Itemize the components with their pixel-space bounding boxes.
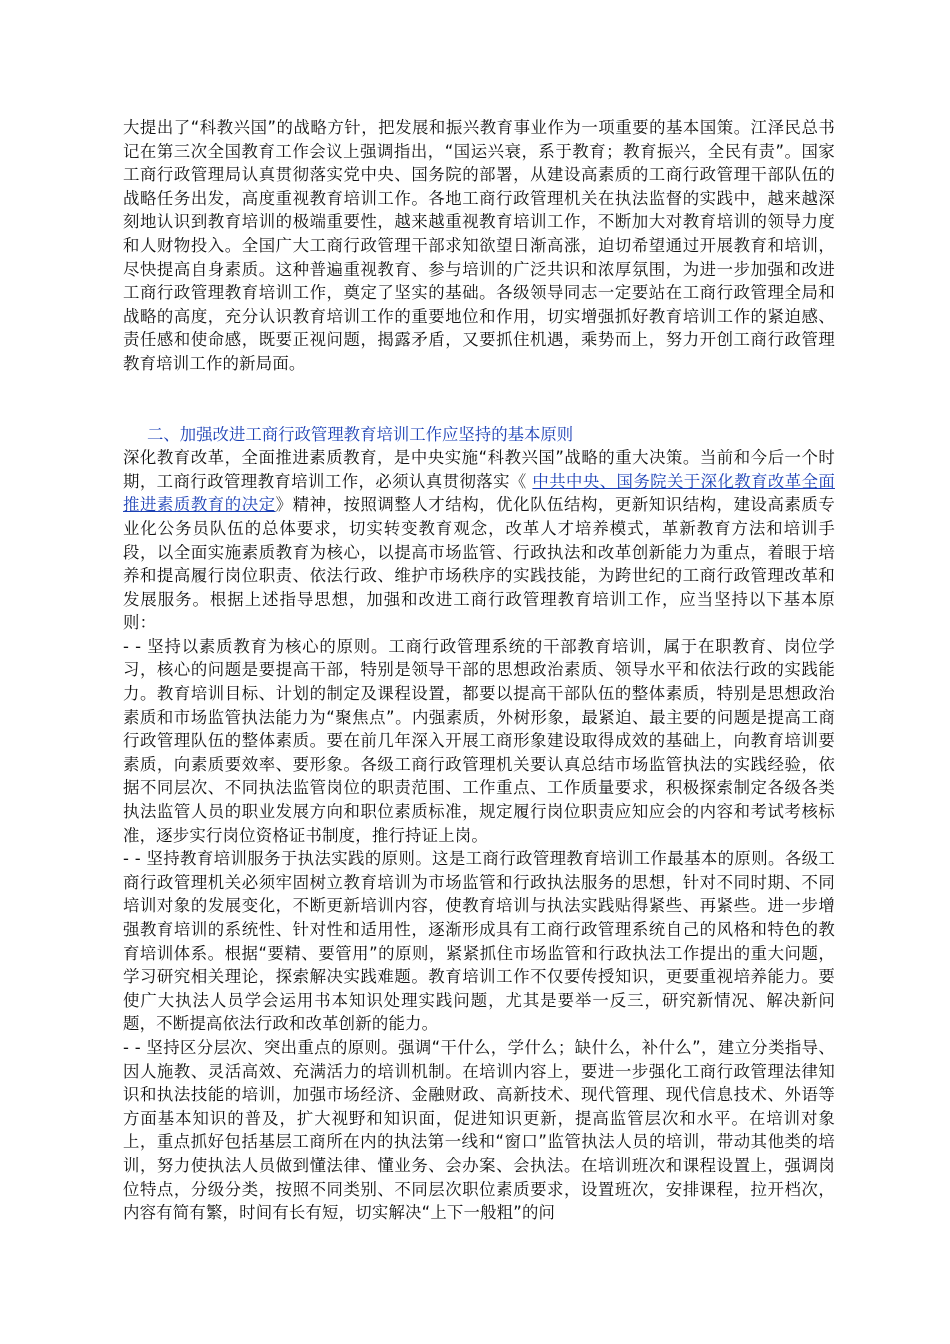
- body-paragraph-1: 大提出了“科教兴国”的战略方针，把发展和振兴教育事业作为一项重要的基本国策。江泽民总书记在第三次全国教育工作会议上强调指出，“国运兴衰，系于教育；教育振兴，全民有责”。国家工商行政管理局认真贯彻落实党中央、国务院的部署，从建设高素质的工商行政管理干部队伍的战略任务出发，高度重视教育培训工作。各地工商行政管理机关在执法监督的实践中，越来越深刻地认识到教育培训的极端重要性，越来越重视教育培训工作，不断加大对教育培训的领导力度和人财物投入。全国广大工商行政管理干部求知欲望日渐高涨，迫切希望通过开展教育和培训，尽快提高自身素质。这种普遍重视教育、参与培训的广泛共识和浓厚氛围，为进一步加强和改进工商行政管理教育培训工作，奠定了坚实的基础。各级领导同志一定要站在工商行政管理全局和战略的高度，充分认识教育培训工作的重要地位和作用，切实增强抓好教育培训工作的紧迫感、责任感和使命感，既要正视问题，揭露矛盾，又要抓住机遇，乘势而上，努力开创工商行政管理教育培训工作的新局面。: [123, 118, 835, 373]
- document-page: [123, 116, 835, 1225]
- paragraph-gap: [123, 376, 835, 423]
- principle-paragraph-3: - - 坚持区分层次、突出重点的原则。强调“干什么，学什么；缺什么，补什么”，建立分类指导、因人施教、灵活高效、充满活力的培训机制。在培训内容上，要进一步强化工商行政管理法律知识和执法技能的培训，加强市场经济、金融财政、高新技术、现代管理、现代信息技术、外语等方面基本知识的普及，扩大视野和知识面，促进知识更新，提高监管层次和水平。在培训对象上，重点抓好包括基层工商所在内的执法第一线和“窗口”监管执法人员的培训，带动其他类的培训，努力使执法人员做到懂法律、懂业务、会办案、会执法。在培训班次和课程设置上，强调岗位特点，分级分类，按照不同类别、不同层次职位素质要求，设置班次，安排课程，拉开档次，内容有简有繁，时间有长有短，切实解决“上下一般粗”的问: [123, 1037, 835, 1223]
- policy-document-link[interactable]: 中共中央、国务院关于深化教育改革全面推进素质教育的决定: [123, 471, 835, 515]
- paragraph-2-text-after-link: 》精神，按照调整人才结构，优化队伍结构，更新知识结构，建设高素质专业化公务员队伍的总体要求，切实转变教育观念，改革人才培养模式，革新教育方法和培训手段，以全面实施素质教育为核心，以提高市场监管、行政执法和改革创新能力为重点，着眼于培养和提高履行岗位职责、依法行政、维护市场秩序的实践技能，为跨世纪的工商行政管理改革和发展服务。根据上述指导思想，加强和改进工商行政管理教育培训工作，应当坚持以下基本原则：: [123, 495, 835, 633]
- principle-paragraph-1: - - 坚持以素质教育为核心的原则。工商行政管理系统的干部教育培训，属于在职教育、岗位学习，核心的问题是要提高干部，特别是领导干部的思想政治素质、领导水平和依法行政的实践能力。教育培训目标、计划的制定及课程设置，都要以提高干部队伍的整体素质，特别是思想政治素质和市场监管执法能力为“聚焦点”。内强素质，外树形象，最紧迫、最主要的问题是提高工商行政管理队伍的整体素质。要在前几年深入开展工商形象建设取得成效的基础上，向教育培训要素质，向素质要效率、要形象。各级工商行政管理机关要认真总结市场监管执法的实践经验，依据不同层次、不同执法监管岗位的职责范围、工作重点、工作质量要求，积极探索制定各级各类执法监管人员的职业发展方向和职位素质标准，规定履行岗位职责应知应会的内容和考试考核标准，逐步实行岗位资格证书制度，推行持证上岗。: [123, 636, 835, 845]
- paragraph-2-text-before-link: 深化教育改革，全面推进素质教育，是中央实施“科教兴国”战略的重大决策。当前和今后一个时期，工商行政管理教育培训工作，必须认真贯彻落实《: [123, 448, 835, 491]
- body-paragraph-2: [123, 446, 835, 635]
- section-heading: 二、加强改进工商行政管理教育培训工作应坚持的基本原则: [147, 424, 574, 444]
- principle-paragraph-2: - - 坚持教育培训服务于执法实践的原则。这是工商行政管理教育培训工作最基本的原则。各级工商行政管理机关必须牢固树立教育培训为市场监管和行政执法服务的思想，针对不同时期、不同培训对象的发展变化，不断更新培训内容，使教育培训与执法实践贴得紧些、再紧些。进一步增强教育培训的系统性、针对性和适用性，逐渐形成具有工商行政管理系统自己的风格和特色的教育培训体系。根据“要精、要管用”的原则，紧紧抓住市场监管和行政执法工作提出的重大问题，学习研究相关理论，探索解决实践难题。教育培训工作不仅要传授知识，更要重视培养能力。要使广大执法人员学会运用书本知识处理实践问题，尤其是要举一反三，研究新情况、解决新问题，不断提高依法行政和改革创新的能力。: [123, 849, 835, 1034]
